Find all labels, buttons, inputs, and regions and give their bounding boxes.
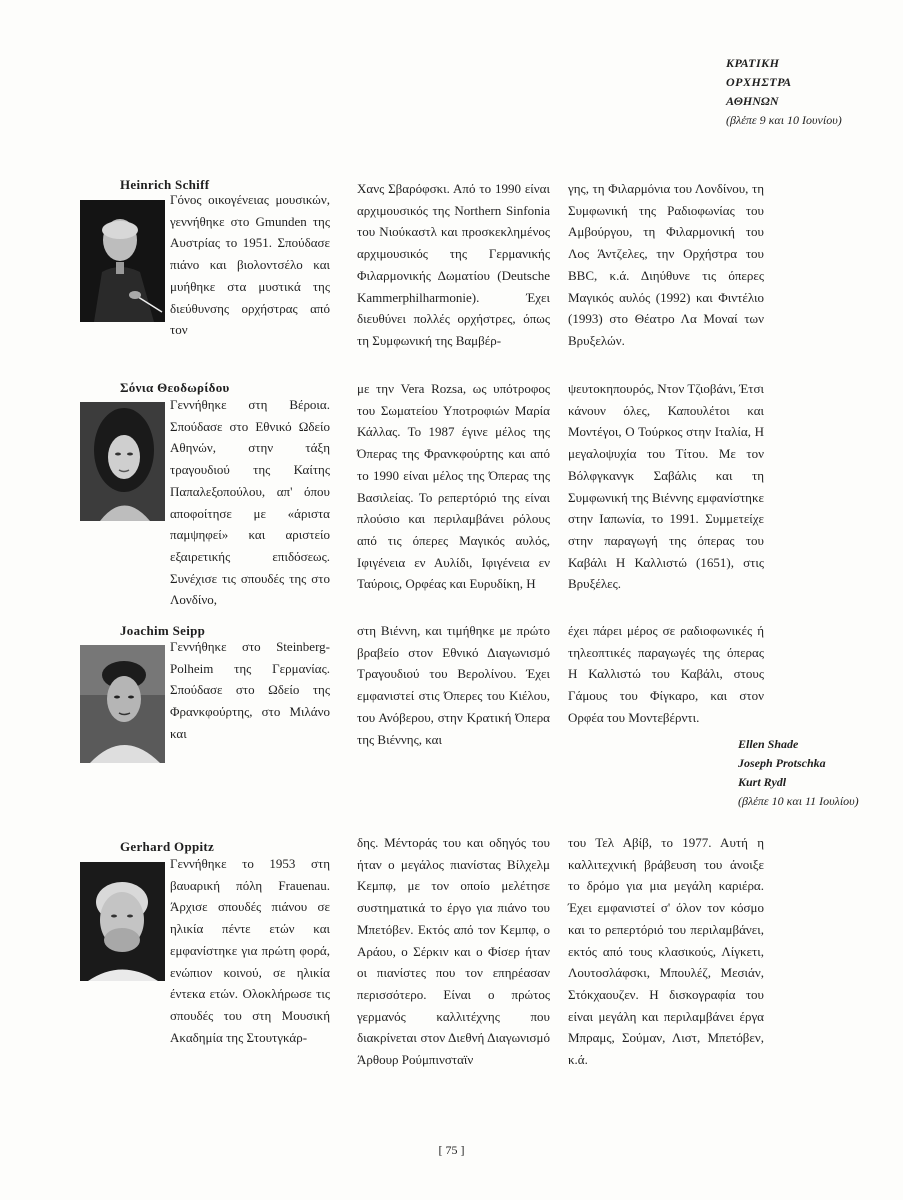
bio-column-1-schiff [170,189,330,341]
bio-text-schiff-col1: Γόνος οικογένειας μουσικών, γεννήθηκε στο Gmunden της Αυστρίας το 1951. Σπούδασε πιάνο και βιολοντσέλο και μυήθηκε στα μυστικά της διεύθυνσης ορχήστρας από τον [170,192,330,338]
bio-text-schiff-col2: Χανς Σβαρόφσκι. Από το 1990 είναι αρχιμουσικός της Northern Sinfonia του Νιούκαστλ και προσκεκλημένος αρχιμουσικός της Γερμανικής Φιλαρμονικής Δωματίου (Deutsche Kammerphilharmonie). Έχει διευθύνει πολλές ορχήστρες, όπως τη Συμφωνική της Βαμβέρ- [357,181,550,348]
bio-column-1-oppitz [170,853,330,1048]
bio-column-2-seipp [357,620,550,750]
bio-column-2-oppitz [357,832,550,1071]
side-artist-references [738,735,859,811]
bio-text-oppitz-col2: δης. Μέντοράς του και οδηγός του ήταν ο μεγάλος πιανίστας Βίλχελμ Κεμπφ, με τον οποίο μελέτησε συστηματικά το έργο για πιάνο του Μπετόβεν. Εκτός από τον Κεμπφ, ο Αράου, ο Σέρκιν και ο Φίσερ ήταν οι πιανίστες που τον επηρέασαν περισσότερο. Είναι ο πρώτος γερμανός καλλιτέχνης που διακρίνεται στον Διεθνή Διαγωνισμό Άρθουρ Ρούμπινσταϊν [357,835,550,1068]
bio-text-seipp-col3: έχει πάρει μέρος σε ραδιοφωνικές ή τηλεοπτικές παραγωγές της όπερας Η Καλλιστώ του Καβάλι, στους Γάμους του Φίγκαρο, και στον Ορφέα του Μοντεβέρντι. [568,623,764,725]
bio-column-2-schiff [357,178,550,352]
bio-text-theodoridou-col3: ψευτοκηπουρός, Ντον Τζιοβάνι, Έτσι κάνουν όλες, Καπουλέτοι και Μοντέγοι, Ο Τούρκος στην Ιταλία, Η μεγαλοψυχία του Τίτου. Με τον Βόλφγκανγκ Σαβάλις και τη Συμφωνική της Βιέννης εμφανίστηκε στην Ιαπωνία, το 1991. Συμμετείχε στην παραγωγή της όπερας του Καβάλι Η Καλλιστώ (1651), στις Βρυξέλες. [568,381,764,592]
portrait-photo-oppitz [80,862,165,981]
bio-name-oppitz: Gerhard Oppitz [120,839,215,854]
bio-column-3-schiff [568,178,764,352]
bio-name-schiff: Heinrich Schiff [120,177,210,192]
bio-name-seipp: Joachim Seipp [120,623,206,638]
bio-text-oppitz-col1: Γεννήθηκε το 1953 στη βαυαρική πόλη Frauenau. Άρχισε σπουδές πιάνου σε ηλικία πέντε ετών και εμφανίστηκε για πρώτη φορά, ενώπιον κοινού, σε ηλικία έντεκα ετών. Ολοκλήρωσε τις σπουδές του στη Μουσική Ακαδημία της Στουτγκάρ- [170,856,330,1045]
bio-column-3-theodoridou [568,378,764,595]
side-ref-name-protschka: Joseph Protschka [738,756,826,770]
bio-column-1-seipp [170,636,330,745]
bio-column-1-theodoridou [170,394,330,611]
bio-column-3-oppitz [568,832,764,1071]
page-number: [ 75 ] [438,1143,465,1157]
bio-text-seipp-col1: Γεννήθηκε στο Steinberg-Polheim της Γερμανίας. Σπούδασε στο Ωδείο της Φρανκφούρτης, στο Μιλάνο και [170,639,330,741]
side-ref-date: (βλέπε 10 και 11 Ιουλίου) [738,794,859,808]
portrait-photo-theodoridou [80,402,165,521]
bio-text-seipp-col2: στη Βιέννη, και τιμήθηκε με πρώτο βραβείο στον Εθνικό Διαγωνισμό Τραγουδιού του Βερολίνου. Έχει εμφανιστεί στις Όπερες του Κιέλου, του Ανόβερου, στην Κρατική Όπερα της Βιέννης, και [357,623,550,747]
side-ref-name-shade: Ellen Shade [738,737,799,751]
bio-text-theodoridou-col2: με την Vera Rozsa, ως υπότροφος του Σωματείου Υποτροφιών Μαρία Κάλλας. Το 1987 έγινε μέλος της Όπερας της Φρανκφούρτης και από το 1990 είναι μέλος της Όπερας της Βασιλείας. Το ρεπερτόριό της είναι πλούσιο και περιλαμβάνει ρόλους από τις όπερες Μαγικός αυλός, Ιφιγένεια εν Αυλίδι, Ιφιγένεια εν Ταύροις, Ορφέας και Ευρυδίκη, Η [357,381,550,592]
bio-text-theodoridou-col1: Γεννήθηκε στη Βέροια. Σπούδασε στο Εθνικό Ωδείο Αθηνών, στην τάξη τραγουδιού της Καίτης Παπαλεξοπούλου, απ' όπου αποφοίτησε με «άριστα παμψηφεί» και αριστείο εξαιρετικής επιδόσεως. Συνέχισε τις σπουδές της στο Λονδίνο, [170,397,330,608]
header-title-line1: ΚΡΑΤΙΚΗ ΟΡΧΗΣΤΡΑ [726,56,792,89]
bio-text-schiff-col3: γης, τη Φιλαρμόνια του Λονδίνου, τη Συμφωνική της Ραδιοφωνίας του Αμβούργου, τη Φιλαρμονική του Λος Άντζελες, την Ορχήστρα του BBC, κ.ά. Διηύθυνε τις όπερες Μαγικός αυλός (1992) και Φιντέλιο (1993) στο Θέατρο Λα Μοναί των Βρυξελών. [568,181,764,348]
bio-column-3-seipp [568,620,764,729]
portrait-photo-schiff [80,200,165,322]
side-ref-name-rydl: Kurt Rydl [738,775,787,789]
header-title-line2: ΑΘΗΝΩΝ [726,94,779,108]
header-date-reference: (βλέπε 9 και 10 Ιουνίου) [726,113,842,127]
bio-text-oppitz-col3: του Τελ Αβίβ, το 1977. Αυτή η καλλιτεχνική βράβευση του άνοιξε το δρόμο για μια μεγάλη καριέρα. Έχει εμφανιστεί σ' όλον τον κόσμο και το ρεπερτόριό του περιλαμβάνει, εκτός από τους κλασικούς, Λίγκετι, Λουτοσλάφσκι, Μπουλέζ, Μεσιάν, Στόκχαουζεν. Η δισκογραφία του είναι μεγάλη και περιλαμβάνει έργα Μπραμς, Σούμαν, Λιστ, Μπετόβεν, κ.ά. [568,835,764,1068]
bio-name-theodoridou: Σόνια Θεοδωρίδου [120,380,230,395]
bio-column-2-theodoridou [357,378,550,595]
portrait-photo-seipp [80,645,165,763]
header-block [726,54,846,130]
